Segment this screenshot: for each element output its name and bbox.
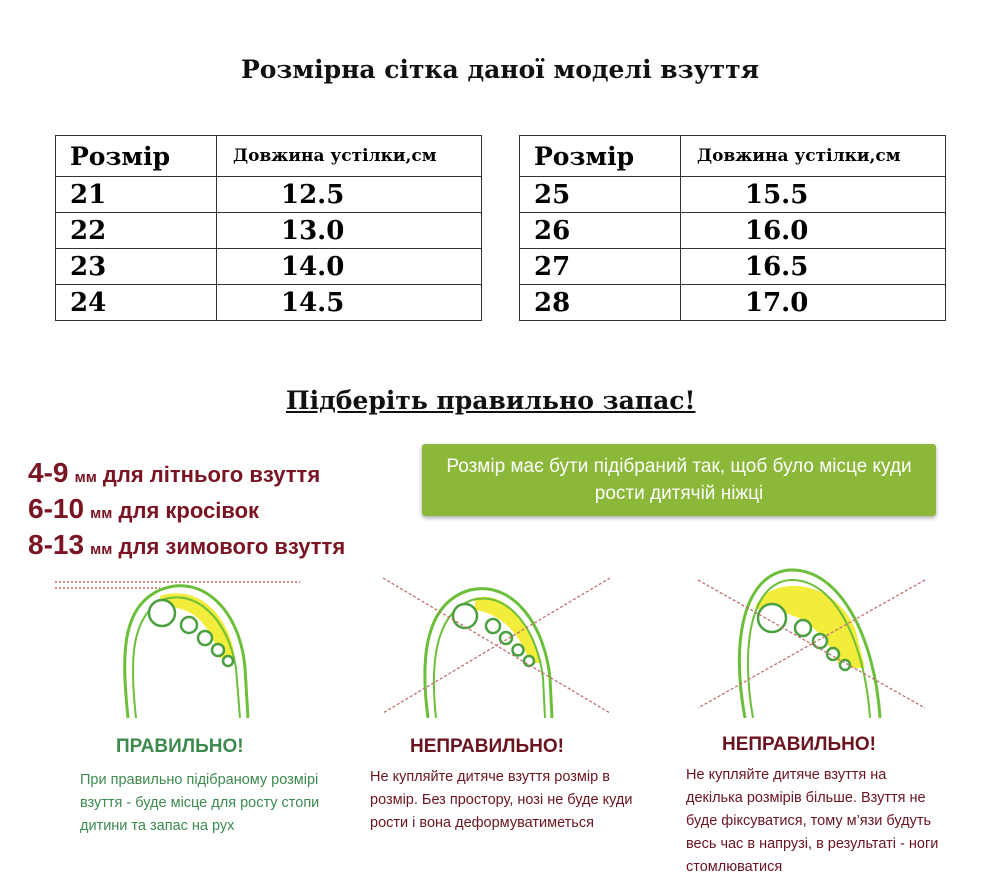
margin-text: для літнього взуття xyxy=(102,462,321,487)
size-cell: 22 xyxy=(56,213,217,249)
incorrect-label: НЕПРАВИЛЬНО! xyxy=(410,736,564,757)
table-row xyxy=(520,249,946,285)
header-length: Довжина устілки,см xyxy=(681,136,946,177)
table-row xyxy=(520,285,946,321)
tip-box xyxy=(422,444,936,516)
table-row xyxy=(56,213,482,249)
length-cell: 14.5 xyxy=(217,285,482,321)
length-cell: 13.0 xyxy=(217,213,482,249)
length-cell: 14.0 xyxy=(217,249,482,285)
margin-text: для кросівок xyxy=(118,498,260,523)
too-small-foot-illustration xyxy=(380,568,620,723)
too-big-foot-illustration xyxy=(690,568,950,723)
margin-item xyxy=(28,455,345,491)
size-cell: 21 xyxy=(56,177,217,213)
size-cell: 24 xyxy=(56,285,217,321)
page-title: Розмірна сітка даної моделі взуття xyxy=(240,55,760,84)
table-row xyxy=(56,249,482,285)
table-row xyxy=(56,285,482,321)
incorrect-description: Не купляйте дитяче взуття розмір в розмір. Без простору, нозі не буде куди рости і вона деформуватиметься xyxy=(370,769,633,831)
length-cell: 16.5 xyxy=(681,249,946,285)
table-row xyxy=(56,177,482,213)
length-cell: 15.5 xyxy=(681,177,946,213)
correct-description: При правильно підібраному розмірі взуття - буде місце для росту стопи дитини та запас на рух xyxy=(80,772,320,834)
margin-text: для зимового взуття xyxy=(118,534,346,559)
correct-label: ПРАВИЛЬНО! xyxy=(116,736,244,757)
table-row xyxy=(520,213,946,249)
margin-range: 6-10 xyxy=(28,493,85,524)
table-row xyxy=(520,177,946,213)
tip-text: Розмір має бути підібраний так, щоб було місце куди рости дитячій ніжці xyxy=(446,456,912,504)
section-heading: Підберіть правильно запас! xyxy=(286,386,696,415)
length-cell: 16.0 xyxy=(681,213,946,249)
size-cell: 25 xyxy=(520,177,681,213)
margin-unit: мм xyxy=(74,469,97,486)
size-cell: 23 xyxy=(56,249,217,285)
length-cell: 17.0 xyxy=(681,285,946,321)
header-size: Розмір xyxy=(56,136,217,177)
margin-list xyxy=(28,455,345,563)
size-cell: 27 xyxy=(520,249,681,285)
margin-unit: мм xyxy=(90,541,113,558)
margin-range: 8-13 xyxy=(28,529,85,560)
size-cell: 26 xyxy=(520,213,681,249)
margin-unit: мм xyxy=(90,505,113,522)
length-cell: 12.5 xyxy=(217,177,482,213)
incorrect-description: Не купляйте дитяче взуття на декілька розмірів більше. Взуття не буде фіксуватися, тому м’язи будуть весь час в напрузі, в результаті - ноги стомлюватися xyxy=(686,767,939,875)
margin-item xyxy=(28,527,345,563)
incorrect-label: НЕПРАВИЛЬНО! xyxy=(722,734,876,755)
margin-range: 4-9 xyxy=(28,457,69,488)
margin-item xyxy=(28,491,345,527)
size-table-left xyxy=(55,135,482,321)
correct-fit-foot-illustration xyxy=(50,568,310,723)
header-length: Довжина устілки,см xyxy=(217,136,482,177)
size-table-right xyxy=(519,135,946,321)
size-cell: 28 xyxy=(520,285,681,321)
header-size: Розмір xyxy=(520,136,681,177)
